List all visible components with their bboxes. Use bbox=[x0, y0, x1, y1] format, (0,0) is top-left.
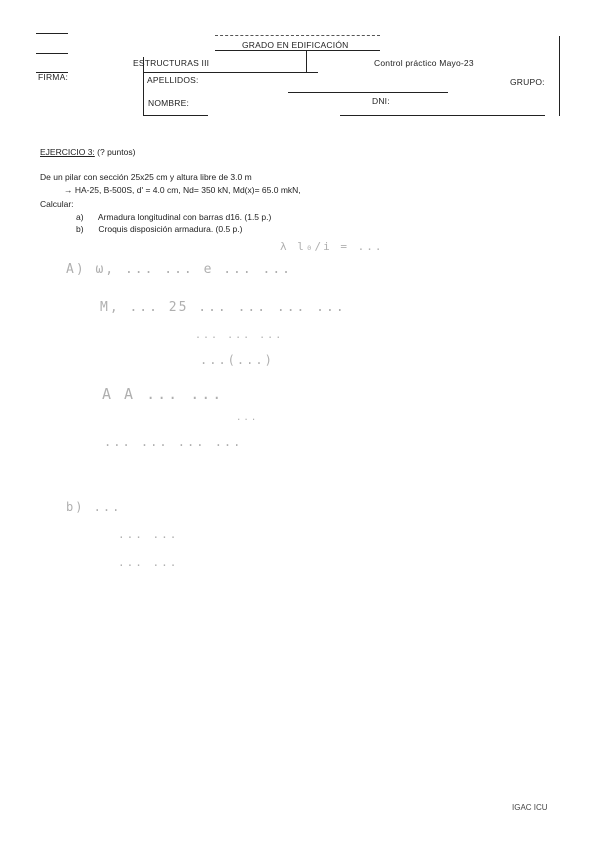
nombre-label: NOMBRE: bbox=[148, 98, 190, 108]
control-title: Control práctico Mayo-23 bbox=[374, 58, 474, 68]
handwriting-line-8: ... ... ... ... bbox=[104, 435, 243, 449]
apellidos-label: APELLIDOS: bbox=[147, 75, 199, 85]
grupo-label: GRUPO: bbox=[510, 77, 545, 87]
header-line-left-2 bbox=[36, 53, 68, 54]
exercise-points: (? puntos) bbox=[97, 147, 136, 157]
header-line-bottom-right bbox=[340, 115, 545, 116]
header-vertical-right bbox=[559, 36, 560, 116]
handwriting-line-5: ...(...) bbox=[200, 353, 274, 367]
exercise-statement: De un pilar con sección 25x25 cm y altura libre de 3.0 m bbox=[40, 172, 252, 182]
subject-title: ESTRUCTURAS III bbox=[133, 58, 210, 68]
header-vertical-mid bbox=[306, 50, 307, 72]
exercise-heading bbox=[40, 147, 135, 157]
header-line-degree-under bbox=[215, 50, 380, 51]
handwriting-line-4: ... ... ... bbox=[195, 330, 284, 341]
firma-label: FIRMA: bbox=[38, 72, 69, 82]
header-line-subject-under bbox=[143, 72, 318, 73]
item-b bbox=[76, 224, 242, 234]
degree-title: GRADO EN EDIFICACIÓN bbox=[242, 40, 349, 50]
item-a bbox=[76, 212, 271, 222]
calcular-label: Calcular: bbox=[40, 199, 74, 209]
item-a-letter: a) bbox=[76, 212, 84, 222]
item-a-text: Armadura longitudinal con barras d16. (1.5 p.) bbox=[97, 212, 272, 222]
handwriting-line-3: M, ... 25 ... ... ... ... bbox=[100, 300, 346, 315]
header-line-bottom bbox=[143, 115, 208, 116]
handwriting-line-7: ... bbox=[236, 413, 259, 423]
footer-code: IGAC ICU bbox=[512, 803, 548, 812]
handwriting-line-11: ... ... bbox=[118, 556, 179, 569]
exercise-title: EJERCICIO 3: bbox=[40, 147, 95, 157]
item-b-text: Croquis disposición armadura. (0.5 p.) bbox=[98, 224, 243, 234]
handwriting-line-9: b) ... bbox=[66, 500, 122, 514]
handwriting-line-6: A A ... ... bbox=[102, 385, 224, 403]
header-dashed-1 bbox=[215, 35, 380, 36]
header-line-apellidos bbox=[288, 92, 448, 93]
handwriting-line-1: λ l₀/i = ... bbox=[280, 240, 384, 253]
exercise-data-line: → HA-25, B-500S, d' = 4.0 cm, Nd= 350 kN, Md(x)= 65.0 mkN, bbox=[64, 185, 301, 195]
dni-label: DNI: bbox=[372, 96, 390, 106]
handwriting-line-2: A) ω, ... ... e ... ... bbox=[66, 262, 293, 277]
item-b-letter: b) bbox=[76, 224, 84, 234]
header-line-top-left bbox=[36, 33, 68, 34]
handwriting-line-10: ... ... bbox=[118, 528, 179, 541]
